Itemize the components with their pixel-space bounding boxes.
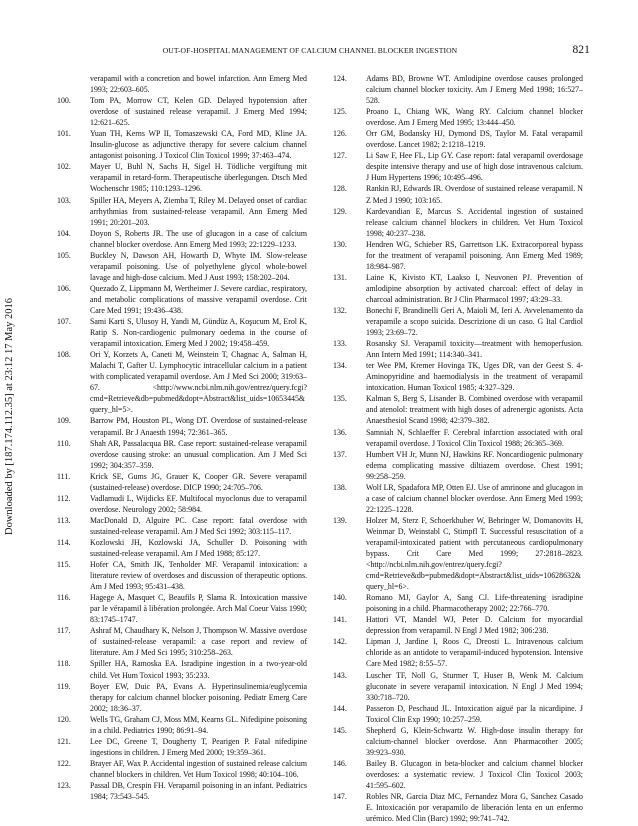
reference-number: 111.: [57, 471, 71, 481]
reference-item: [57, 681, 307, 714]
reference-item: [333, 272, 583, 305]
reference-number: 106.: [57, 283, 71, 293]
reference-item: [333, 128, 583, 150]
reference-item: [57, 195, 307, 228]
reference-number: 140.: [333, 593, 347, 603]
reference-item: [333, 449, 583, 482]
reference-item: [57, 415, 307, 437]
reference-text: Humbert VH Jr, Munn NJ, Hawkins RF. Noncardiogenic pulmonary edema complicating massive diltiazem overdose. Chest 1991; 99:258–259.: [366, 449, 583, 481]
reference-number: 125.: [333, 107, 347, 117]
references-left-column: [57, 73, 307, 802]
reference-item: [57, 592, 307, 625]
reference-text: Shepherd G, Klein-Schwartz W. High-dose insulin therapy for calcium-channel blocker overdose. Ann Pharmacother 2005; 39:923–930.: [366, 725, 583, 757]
reference-number: 114.: [57, 537, 71, 547]
reference-number: 126.: [333, 129, 347, 139]
reference-item: [57, 73, 307, 95]
reference-text: Li Saw F, Hee FL, Lip GY. Case report: fatal verapamil overdosage despite intensive therapy and use of high dose intravenous calcium. J Hum Hypertens 1996; 10:495–496.: [366, 151, 583, 183]
reference-text: Ashraf M, Chaudhary K, Nelson J, Thompson W. Massive overdose of sustained-release verapamil: a case report and review of literature. Am J Med Sci 1995; 310:258–263.: [90, 626, 307, 658]
reference-item: [333, 670, 583, 703]
reference-item: [333, 758, 583, 791]
reference-number: 108.: [57, 350, 71, 360]
reference-text: Hendren WG, Schieber RS, Garrettson LK. Extracorporeal bypass for the treatment of verapamil poisoning. Ann Emerg Med 1989; 18:984–987.: [366, 239, 583, 271]
reference-text: Laine K, Kivisto KT, Laakso I, Neuvonen PJ. Prevention of amlodipine absorption by activated charcoal: effect of delay in charcoal administration. Br J Clin Pharmacol 1997; 43:29–33.: [366, 272, 583, 304]
reference-number: 116.: [57, 593, 71, 603]
reference-text: Hattori VT, Mandel WJ, Peter D. Calcium for myocardial depression from verapamil. N Engl J Med 1982; 306:238.: [366, 615, 583, 636]
reference-text: Kardevandian E, Marcus S. Accidental ingestion of sustained release calcium channel blockers in children. Vet Hum Toxicol 1998; 40:237–238.: [366, 206, 583, 238]
reference-number: 134.: [333, 361, 347, 371]
reference-text: Mayer U, Buhl N, Sachs H, Sigel H. Tödliche vergiftung mit verapamil in retard-form. Therapeutische überlegungen. Dtsch Med Wochenschr 1985; 110:1293–1296.: [90, 162, 307, 194]
reference-number: 113.: [57, 515, 71, 525]
reference-item: [57, 559, 307, 592]
reference-text: Robles NR, Garcia Diaz MC, Fernandez Mora G, Sanchez Casado E. Intoxicación por verapamilo de liberación lenta en un enfermo urémico. Med Clin (Barc) 1992; 99:741–742.: [366, 792, 583, 824]
reference-item: [333, 183, 583, 205]
reference-item: [333, 482, 583, 515]
reference-number: 115.: [57, 560, 71, 570]
reference-text: Lipman J, Jardine I, Roos C, Dreosti L. Intravenous calcium chloride as an antidote to verapamil-induced hypotension. Intensive Care Med 1982; 8:55–57.: [366, 637, 583, 669]
reference-item: [57, 780, 307, 802]
reference-text: Doyon S, Roberts JR. The use of glucagon in a case of calcium channel blocker overdose. Ann Emerg Med 1993; 22:1229–1233.: [90, 228, 307, 249]
reference-item: [57, 228, 307, 250]
reference-item: [57, 658, 307, 680]
reference-number: 141.: [333, 615, 347, 625]
reference-text: Samniah N, Schlaeffer F. Cerebral infarction associated with oral verapamil overdose. J Toxicol Clin Toxicol 1988; 26:365–369.: [366, 427, 583, 448]
reference-number: 101.: [57, 129, 71, 139]
reference-number: 110.: [57, 438, 71, 448]
reference-text: Kozlowski JH, Kozlowski JA, Schuller D. Poisoning with sustained-release verapamil. Am J Med 1988; 85:127.: [90, 537, 307, 559]
reference-text: Passeron D, Peschaud JL. Intoxication aiguë par la nicardipine. J Toxicol Clin Exp 1990; 10:257–259.: [366, 703, 583, 724]
reference-text: Lee DC, Greene T, Dougherty T, Pearigen P. Fatal nifedipine ingestions in children. J Emerg Med 2000; 19:359–361.: [90, 736, 307, 757]
reference-text: Spiller HA, Ramoska EA. Isradipine ingestion in a two-year-old child. Vet Hum Toxicol 1993; 35:233.: [90, 659, 307, 680]
reference-text: Passal DB, Crespin FH. Verapamil poisoning in an infant. Pediatrics 1984; 73:543–545.: [90, 781, 307, 802]
reference-text: Yuan TH, Kerns WP II, Tomaszewski CA, Ford MD, Kline JA. Insulin-glucose as adjunctive therapy for severe calcium channel antagonist poisoning. J Toxicol Clin Toxicol 1999; 37:463–474.: [90, 129, 307, 161]
reference-item: [57, 493, 307, 515]
reference-number: 112.: [57, 493, 71, 503]
reference-text: Brayer AF, Wax P. Accidental ingestion of sustained release calcium channel blockers in children. Vet Hum Toxicol 1998; 40:104–106.: [90, 758, 307, 779]
reference-number: 138.: [333, 482, 347, 492]
reference-item: [333, 305, 583, 338]
reference-number: 129.: [333, 206, 347, 216]
reference-item: [57, 161, 307, 194]
reference-number: 137.: [333, 449, 347, 459]
reference-item: [57, 515, 307, 537]
reference-text: Boyer EW, Duic PA, Evans A. Hyperinsulinemia/euglycemia therapy for calcium channel blocker poisoning. Pediatr Emerg Care 2002; 18:36–37.: [90, 681, 307, 713]
reference-text: Hofer CA, Smith JK, Tenholder MF. Verapamil intoxication: a literature review of overdoses and discussion of therapeutic options. Am J Med 1993; 95:431–438.: [90, 560, 307, 592]
reference-text: Ori Y, Korzets A, Caneti M, Weinstein T, Chagnac A, Salman H, Malachi T, Gafter U. Lymphocytic intracellular calcium in a patient with complicated verapamil overdose. Am J Med Sci 2000; 319:63–67. <http://www.ncbi.nlm.nih.gov/entrez/query.fcgi?cmd=Retrieve&db=pubmed&dopt=Abstract&list_uids=10653445&query_hl=5>.: [90, 350, 307, 415]
reference-text: Shah AR, Passalacqua BR. Case report: sustained-release verapamil overdose causing stroke: an unusual complication. Am J Med Sci 1992; 304:357–359.: [90, 438, 307, 470]
reference-number: 102.: [57, 162, 71, 172]
reference-number: 139.: [333, 515, 347, 525]
reference-item: [333, 206, 583, 239]
page-number: 821: [572, 44, 590, 56]
reference-item: [57, 471, 307, 493]
reference-number: 135.: [333, 394, 347, 404]
reference-text: Proano L, Chiang WK, Wang RY. Calcium channel blocker overdose. Am J Emerg Med 1995; 13:444–450.: [366, 107, 583, 128]
reference-text: Adams BD, Browne WT. Amlodipine overdose causes prolonged calcium channel blocker toxicity. Am J Emerg Med 1998; 16:527–528.: [366, 74, 583, 106]
reference-number: 100.: [57, 96, 71, 106]
reference-number: 121.: [57, 736, 71, 746]
reference-item: [57, 537, 307, 559]
reference-number: 144.: [333, 703, 347, 713]
reference-text: Krick SE, Gums JG, Grauer K, Cooper GR. Severe verapamil (sustained-release) overdose. DICP 1990; 24:705–706.: [90, 471, 307, 492]
reference-number: 105.: [57, 250, 71, 260]
reference-number: 117.: [57, 626, 71, 636]
reference-text: Rankin RJ, Edwards IR. Overdose of sustained release verapamil. N Z Med J 1990; 103:165.: [366, 184, 583, 205]
reference-text: Holzer M, Sterz F, Schoerkhuber W, Behringer W, Domanovits H, Weinmar D, Weinstabl C, Stimpfl T. Successful resuscitation of a verapamil-intoxicated patient with percutaneous cardiopulmonary bypass. Crit Care Med 1999; 27:2818–2823. <http://ncbi.nlm.nih.gov/entrez/query.fcgi?cmd=Retrieve&db=pubmed&dopt=Abstract&list_uids=10628632&query_hl=6>.: [366, 515, 583, 592]
reference-text: Wells TG, Graham CJ, Moss MM, Kearns GL. Nifedipine poisoning in a child. Pediatrics 1990; 86:91–94.: [90, 714, 307, 735]
reference-item: [333, 791, 583, 824]
reference-text: ter Wee PM, Kremer Hovinga TK, Uges DR, van der Geest S. 4-Aminopyridine and haemodialysis in the treatment of verapamil intoxication. Human Toxicol 1985; 4:327–329.: [366, 361, 583, 393]
reference-item: [333, 703, 583, 725]
reference-text: Buckley N, Dawson AH, Howarth D, Whyte IM. Slow-release verapamil poisoning. Use of polyethylene glycol whole-bowel lavage and high-dose calcium. Med J Aust 1993; 158:202–204.: [90, 250, 307, 282]
reference-number: 147.: [333, 792, 347, 802]
reference-number: 124.: [333, 74, 347, 83]
reference-number: 128.: [333, 184, 347, 194]
reference-item: [333, 515, 583, 592]
reference-number: 104.: [57, 228, 71, 238]
reference-item: [333, 427, 583, 449]
reference-number: 123.: [57, 781, 71, 790]
reference-text: verapamil with a concretion and bowel infarction. Ann Emerg Med 1993; 22:603–605.: [90, 74, 307, 95]
reference-item: [57, 283, 307, 316]
reference-item: [57, 714, 307, 736]
reference-number: 130.: [333, 239, 347, 249]
reference-number: 146.: [333, 758, 347, 768]
references-right-column: [333, 73, 583, 824]
reference-item: [57, 316, 307, 349]
reference-number: 118.: [57, 659, 71, 669]
reference-item: [333, 73, 583, 106]
reference-item: [333, 106, 583, 128]
reference-text: Romano MJ, Gaylor A, Sang CJ. Life-threatening isradipine poisoning in a child. Pharmacotherapy 2002; 22:766–770.: [366, 593, 583, 614]
reference-text: Hagege A, Masquet C, Beaufils P, Slama R. Intoxication massive par le vérapamil à libération prolongée. Arch Mal Coeur Vaiss 1990; 83:1745–1747.: [90, 593, 307, 625]
reference-item: [57, 95, 307, 128]
reference-item: [333, 725, 583, 758]
reference-number: 136.: [333, 427, 347, 437]
reference-item: [57, 758, 307, 780]
reference-number: 109.: [57, 416, 71, 426]
reference-number: 142.: [333, 637, 347, 647]
reference-number: 127.: [333, 151, 347, 161]
reference-text: Orr GM, Bodansky HJ, Dymond DS, Taylor M. Fatal verapamil overdose. Lancet 1982; 2:1218–1219.: [366, 129, 583, 150]
reference-text: Luscher TF, Noll G, Sturmer T, Huser B, Wenk M. Calcium gluconate in severe verapamil intoxication. N Engl J Med 1994; 330:718–720.: [366, 670, 583, 702]
reference-number: 107.: [57, 317, 71, 327]
reference-number: 131.: [333, 272, 347, 282]
reference-number: 143.: [333, 670, 347, 680]
reference-item: [333, 614, 583, 636]
reference-item: [57, 625, 307, 658]
reference-text: Barrow PM, Houston PL, Wong DT. Overdose of sustained-release verapamil. Br J Anaesth 1994; 72:361–365.: [90, 416, 307, 437]
reference-number: 133.: [333, 339, 347, 349]
reference-item: [57, 250, 307, 283]
reference-text: Wolf LR, Spadafora MP, Otten EJ. Use of amrinone and glucagon in a case of calcium channel blocker overdose. Ann Emerg Med 1993; 22:1225–1228.: [366, 482, 583, 514]
reference-text: Quezado Z, Lippmann M, Wertheimer J. Severe cardiac, respiratory, and metabolic complications of massive verapamil overdose. Crit Care Med 1991; 19:436–438.: [90, 283, 307, 315]
reference-number: 120.: [57, 714, 71, 724]
reference-item: [57, 438, 307, 471]
reference-item: [333, 393, 583, 426]
reference-item: [333, 360, 583, 393]
running-title: OUT-OF-HOSPITAL MANAGEMENT OF CALCIUM CHANNEL BLOCKER INGESTION: [162, 46, 458, 55]
reference-number: 103.: [57, 195, 71, 205]
reference-item: [333, 239, 583, 272]
reference-text: Spiller HA, Meyers A, Ziemba T, Riley M. Delayed onset of cardiac arrhythmias from sustained-release verapamil. Ann Emerg Med 1991; 20:201–203.: [90, 195, 307, 227]
reference-item: [333, 150, 583, 183]
reference-text: MacDonald D, Alguire PC. Case report: fatal overdose with sustained-release verapamil. Am J Med Sci 1992; 303:115–117.: [90, 515, 307, 536]
reference-text: Bonechi F, Brandinelli Geri A, Maioli M, Ieri A. Avvelenamento da verapamile a scopo suicida. Descrizione di un caso. G Ital Cardiol 1993; 23:69–72.: [366, 305, 583, 338]
reference-text: Kalman S, Berg S, Lisander B. Combined overdose with verapamil and atenolol: treatment with high doses of adrenergic agonists. Acta Anaesthesiol Scand 1998; 42:379–382.: [366, 394, 583, 426]
reference-text: Sami Karti S, Ulusoy H, Yandi M, Gündüz A, Koşucum M, Erol K, Ratip S. Non-cardiogenic pulmonary oedema in the course of verapamil intoxication. Emerg Med J 2002; 19:458–459.: [90, 317, 307, 349]
reference-item: [57, 736, 307, 758]
running-header: [90, 45, 590, 59]
reference-text: Vadlamudi L, Wijdicks EF. Multifocal myoclonus due to verapamil overdose. Neurology 2002; 58:984.: [90, 493, 307, 514]
reference-text: Bailey B. Glucagon in beta-blocker and calcium channel blocker overdoses: a systematic review. J Toxicol Clin Toxicol 2003; 41:595–602.: [366, 758, 583, 790]
reference-number: 119.: [57, 681, 71, 691]
download-watermark: Downloaded by [187.174.112.35] at 23:12 17 May 2016: [4, 298, 15, 535]
reference-text: Rosansky SJ. Verapamil toxicity—treatment with hemoperfusion. Ann Intern Med 1991; 114:340–341.: [366, 339, 583, 360]
reference-number: 132.: [333, 305, 347, 315]
reference-item: [333, 338, 583, 360]
reference-item: [333, 636, 583, 669]
reference-text: Tom PA, Morrow CT, Kelen GD. Delayed hypotension after overdose of sustained release verapamil. J Emerg Med 1994; 12:621–625.: [90, 96, 307, 128]
reference-item: [57, 349, 307, 415]
reference-item: [333, 592, 583, 614]
reference-number: 145.: [333, 725, 347, 735]
reference-item: [57, 128, 307, 161]
reference-number: 122.: [57, 758, 71, 768]
